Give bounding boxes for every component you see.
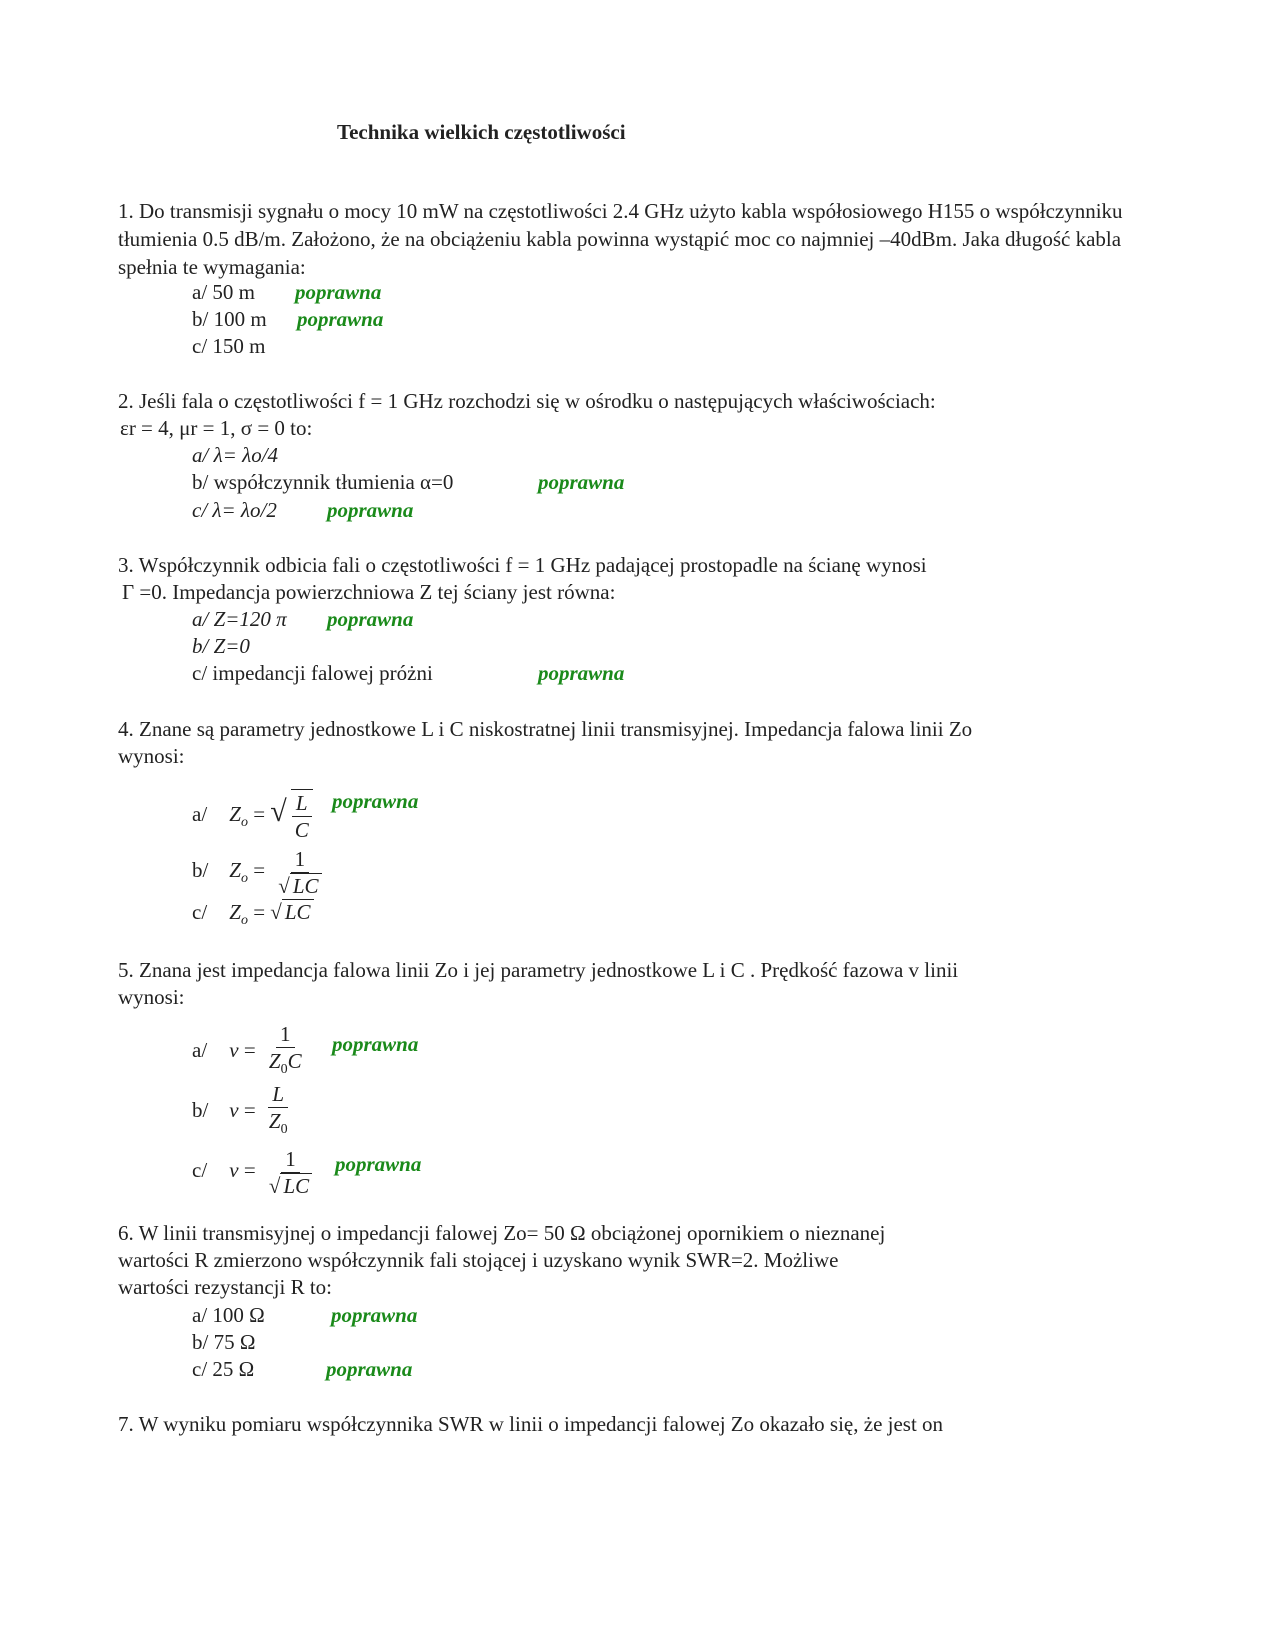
document-title: Technika wielkich częstotliwości (337, 120, 626, 144)
question-6-line-3: wartości rezystancji R to: (118, 1275, 333, 1299)
q4-answer-a (192, 782, 313, 842)
q3-a-correct-mark: poprawna (327, 607, 414, 631)
formula-z: Z (268, 1109, 281, 1134)
q5-answer-c (192, 1140, 316, 1200)
q2-c-correct-mark: poprawna (327, 498, 414, 522)
question-3-line-2: Γ =0. Impedancja powierzchniowa Z tej ściany jest równa: (122, 580, 616, 604)
formula-v: v (229, 1038, 239, 1062)
q5-answer-a (192, 1020, 306, 1080)
formula-numerator: 1 (276, 1021, 295, 1048)
q6-answer-a: a/ 100 Ω (192, 1303, 265, 1327)
q4-a-correct-mark: poprawna (332, 789, 419, 813)
question-6-line-1: 6. W linii transmisyjnej o impedancji falowej Zo= 50 Ω obciążonej opornikiem o nieznanej (118, 1221, 886, 1245)
q5-answer-b (192, 1080, 292, 1140)
formula-v: v (229, 1098, 239, 1122)
formula-denominator: C (294, 818, 309, 843)
formula-z: Z (229, 900, 241, 924)
q3-c-correct-mark: poprawna (538, 661, 625, 685)
formula-z: Z (229, 802, 241, 826)
formula-numerator: L (292, 790, 312, 817)
question-6-line-2: wartości R zmierzono współczynnik fali stojącej i uzyskano wynik SWR=2. Możliwe (118, 1248, 839, 1272)
sqrt-content: LC (290, 873, 322, 898)
formula-denominator (265, 1108, 292, 1143)
q3-answer-c: c/ impedancji falowej próżni (192, 661, 433, 685)
sqrt-content: LC (282, 899, 314, 924)
formula-z: Z (229, 858, 241, 882)
formula-sub: o (240, 871, 248, 887)
q1-answer-c: c/ 150 m (192, 334, 266, 358)
question-3-line-1: 3. Współczynnik odbicia fali o częstotliwości f = 1 GHz padającej prostopadle na ścianę wynosi (118, 553, 927, 577)
q6-a-correct-mark: poprawna (331, 1303, 418, 1327)
formula-denominator: √ LC (265, 1173, 316, 1199)
q2-answer-a: a/ λ= λo/4 (192, 443, 279, 467)
q6-c-correct-mark: poprawna (326, 1357, 413, 1381)
q4-c-label: c/ (192, 900, 208, 924)
question-2-line-1: 2. Jeśli fala o częstotliwości f = 1 GHz rozchodzi się w ośrodku o następujących właściwościach: (118, 389, 936, 413)
q1-b-correct-mark: poprawna (297, 307, 384, 331)
formula-c: C (287, 1049, 302, 1074)
question-1-text: 1. Do transmisji sygnału o mocy 10 mW na częstotliwości 2.4 GHz użyto kabla współosiowego H155 o współczynniku tłumienia 0.5 dB/m. Założono, że na obciążeniu kabla powinna wystąpić moc co najmniej –40dBm. Jaka długość kabla spełnia te wymagania: (118, 199, 1123, 279)
question-7-line-1: 7. W wyniku pomiaru współczynnika SWR w linii o impedancji falowej Zo okazało się, że jest on (118, 1412, 944, 1436)
q2-b-correct-mark: poprawna (538, 470, 625, 494)
formula-sub: o (240, 815, 248, 831)
formula-numerator: L (268, 1081, 288, 1108)
sqrt-sign: √ (270, 900, 282, 924)
formula-denominator: √ LC (274, 873, 325, 899)
q4-answer-c (192, 898, 314, 929)
q6-answer-b: b/ 75 Ω (192, 1330, 256, 1354)
q2-answer-c: c/ λ= λo/2 (192, 498, 277, 522)
formula-numerator: 1 (281, 1146, 300, 1173)
q2-answer-b: b/ współczynnik tłumienia α=0 (192, 470, 454, 494)
question-5-line-2: wynosi: (118, 985, 185, 1009)
formula-eq: = (243, 1098, 256, 1122)
q1-a-correct-mark: poprawna (295, 280, 382, 304)
q4-a-label: a/ (192, 802, 208, 826)
formula-sub: 0 (280, 1062, 288, 1078)
q3-answer-a: a/ Z=120 π (192, 607, 287, 631)
q1-answer-a: a/ 50 m (192, 280, 255, 304)
formula-v: v (229, 1158, 239, 1182)
q5-b-label: b/ (192, 1098, 209, 1122)
formula-z: Z (268, 1049, 281, 1074)
formula-eq: = (243, 1158, 256, 1182)
q5-c-label: c/ (192, 1158, 208, 1182)
q3-answer-b: b/ Z=0 (192, 634, 250, 658)
q4-answer-b (192, 840, 326, 900)
q1-answer-b: b/ 100 m (192, 307, 267, 331)
q5-a-label: a/ (192, 1038, 208, 1062)
question-4-line-2: wynosi: (118, 744, 185, 768)
formula-denominator (265, 1048, 306, 1083)
formula-eq: = (253, 858, 266, 882)
sqrt-sign: √ (270, 795, 287, 828)
formula-eq: = (253, 802, 266, 826)
formula-numerator: 1 (291, 846, 310, 873)
formula-eq: = (253, 900, 266, 924)
question-5-line-1: 5. Znana jest impedancja falowa linii Zo i jej parametry jednostkowe L i C . Prędkość fazowa v linii (118, 958, 959, 982)
question-4-line-1: 4. Znane są parametry jednostkowe L i C niskostratnej linii transmisyjnej. Impedancja falowa linii Zo (118, 717, 973, 741)
question-2-line-2: εr = 4, μr = 1, σ = 0 to: (120, 416, 313, 440)
q6-answer-c: c/ 25 Ω (192, 1357, 255, 1381)
formula-sub: 0 (280, 1122, 288, 1138)
formula-eq: = (243, 1038, 256, 1062)
q5-a-correct-mark: poprawna (332, 1032, 419, 1056)
q4-b-label: b/ (192, 858, 209, 882)
sqrt-content: LC (280, 1173, 312, 1198)
q5-c-correct-mark: poprawna (335, 1152, 422, 1176)
formula-sub: o (240, 913, 248, 929)
